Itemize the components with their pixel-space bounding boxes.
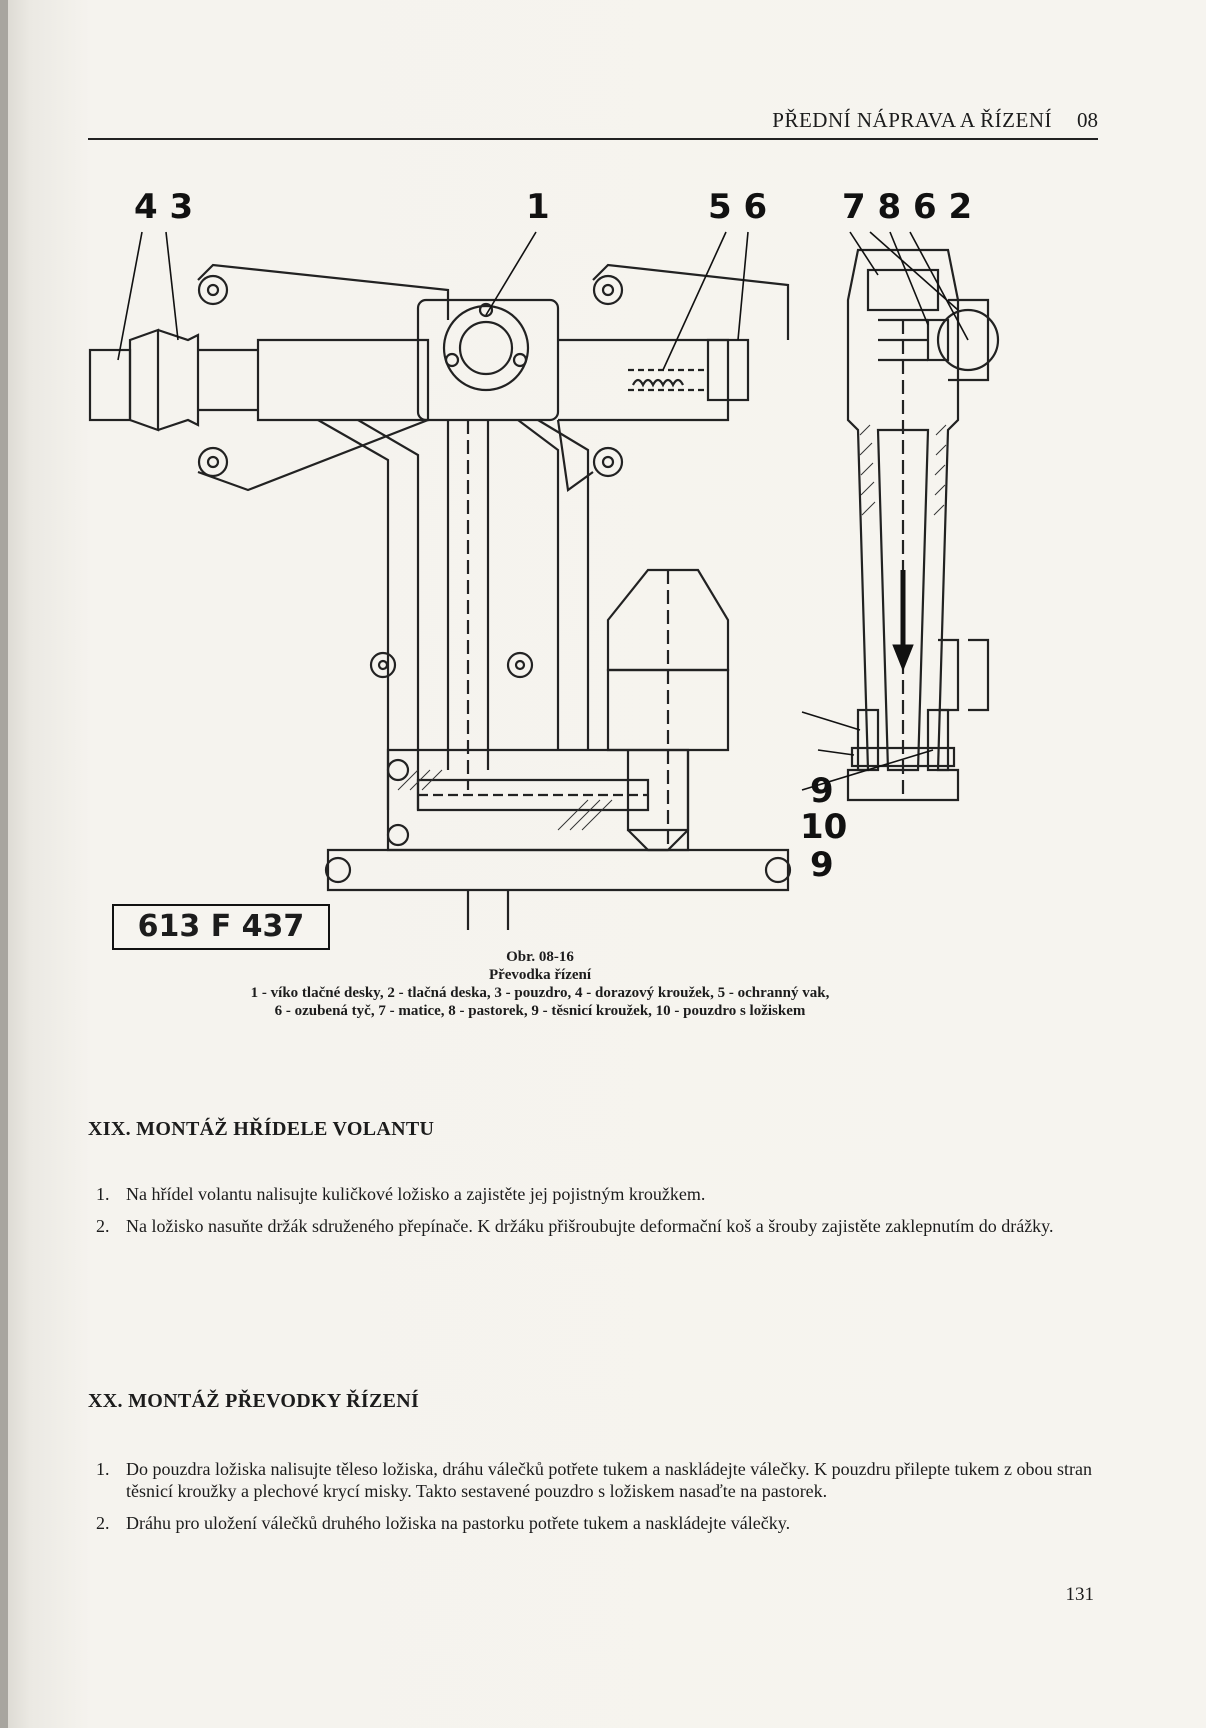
pressure-plate-cap: [444, 306, 528, 390]
list-item: 2. Na ložisko nasuňte držák sdruženého přepínače. K držáku přišroubujte deformační koš a šrouby zajistěte zaklepnutím do drážky.: [96, 1216, 1054, 1236]
section-xix-list: [96, 1183, 1096, 1247]
binding-shadow: [0, 0, 8, 1728]
figure-title: Převodka řízení: [488, 967, 592, 983]
figure-number: Obr. 08-16: [506, 949, 574, 965]
section-xix-title: XIX. MONTÁŽ HŘÍDELE VOLANTU: [88, 1118, 435, 1140]
running-head: [88, 104, 1098, 140]
steering-gear-figure: [88, 187, 1098, 950]
figure-caption: [200, 948, 880, 1020]
lower-right-pivot: [594, 448, 622, 476]
callout-9-lower: 9: [810, 845, 834, 885]
figure-legend-line-2: 6 - ozubená tyč, 7 - matice, 8 - pastorek, 9 - těsnicí kroužek, 10 - pouzdro s ložiskem: [274, 1003, 806, 1019]
left-boot: [130, 330, 158, 430]
list-item: 1. Na hřídel volantu nalisujte kuličkové ložisko a zajistěte jej pojistným kroužkem.: [96, 1184, 706, 1204]
mounting-base: [328, 850, 788, 890]
page-number: 131: [1065, 1584, 1094, 1605]
protective-boot-spring: [633, 380, 683, 385]
upper-left-pivot: [199, 276, 227, 304]
running-head-title: PŘEDNÍ NÁPRAVA A ŘÍZENÍ: [772, 108, 1052, 132]
lower-left-pivot: [199, 448, 227, 476]
direction-arrow: [893, 570, 913, 670]
section-xx-list: [96, 1458, 1096, 1544]
callout-4-3: 4 3: [134, 187, 194, 227]
upper-right-pivot: [594, 276, 622, 304]
list-item: 2. Dráhu pro uložení válečků druhého ložiska na pastorku potřete tukem a naskládejte válečky.: [96, 1513, 791, 1533]
pinion-housing: [388, 750, 688, 850]
callout-10: 10: [800, 807, 848, 847]
callout-1: 1: [526, 187, 550, 227]
figure-code-box: 613 F 437: [112, 904, 330, 950]
callout-7-8-6-2: 7 8 6 2: [842, 187, 973, 227]
left-end-fitting: [90, 350, 130, 420]
callout-5-6: 5 6: [708, 187, 768, 227]
figure-legend-line-1: 1 - víko tlačné desky, 2 - tlačná deska, 3 - pouzdro, 4 - dorazový kroužek, 5 - ochranný vak,: [250, 985, 830, 1001]
section-xx-title: XX. MONTÁŽ PŘEVODKY ŘÍZENÍ: [88, 1390, 420, 1412]
tie-rod-housing: [258, 340, 428, 420]
list-item: 1. Do pouzdra ložiska nalisujte těleso ložiska, dráhu válečků potřete tukem a naskládejte válečky. K pouzdru přilepte tukem z obou stran těsnicí kroužky a plechové krycí misky. Takto sestavené pouzdro s ložiskem nasaďte na pastorek.: [96, 1459, 1093, 1501]
steering-gear-drawing: [88, 187, 1098, 950]
callout-9-upper: 9: [810, 771, 834, 811]
chapter-number: 08: [1077, 108, 1098, 132]
